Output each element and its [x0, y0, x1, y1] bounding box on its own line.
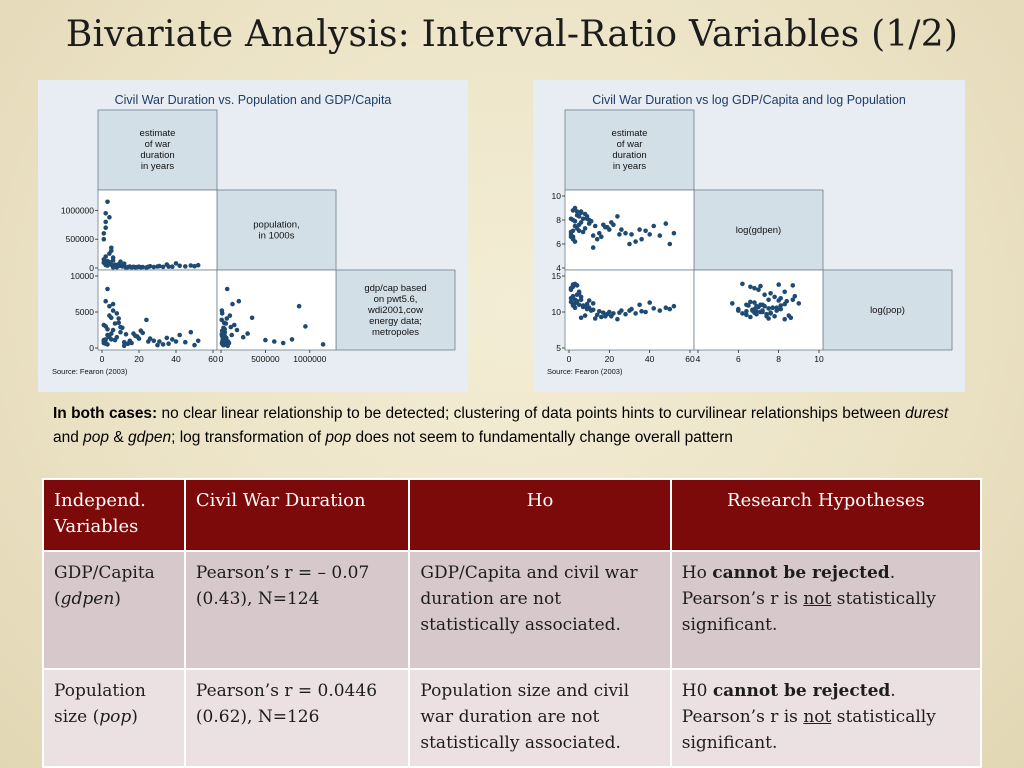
data-point	[581, 230, 586, 235]
data-point	[139, 328, 144, 333]
data-point	[730, 301, 735, 306]
data-point	[177, 333, 182, 338]
x-tick-label: 8	[776, 354, 782, 364]
hyp-not: not	[803, 707, 832, 727]
caption-text-2: and	[53, 429, 84, 446]
data-point	[189, 330, 194, 335]
variable-label-line: of war	[144, 139, 171, 150]
data-point	[791, 298, 796, 303]
data-point	[658, 233, 663, 238]
data-point	[762, 292, 767, 297]
data-point	[768, 291, 773, 296]
x-tick-label: 4	[695, 354, 701, 364]
data-point	[131, 265, 136, 270]
data-point	[225, 287, 230, 292]
variable-label-line: of war	[616, 139, 643, 150]
data-point	[170, 337, 175, 342]
data-point	[229, 333, 234, 338]
y-tick-label: 0	[89, 263, 94, 273]
caption-var-pop-2: pop	[325, 429, 352, 446]
data-point	[587, 218, 592, 223]
data-point	[111, 258, 116, 263]
data-point	[177, 264, 182, 269]
caption-text-5: does not seem to fundamentally change overall pattern	[351, 429, 733, 446]
hyp-end: statistically significant.	[681, 589, 936, 635]
data-point	[122, 344, 127, 349]
data-point	[573, 219, 578, 224]
data-point	[581, 303, 586, 308]
y-tick-label: 5	[556, 343, 561, 353]
data-point	[591, 301, 596, 306]
cell-ho: Population size and civil war duration are not statistically associated.	[409, 669, 670, 767]
hyp-text: . Pearson’s r is	[681, 681, 896, 727]
chart-title: Civil War Duration vs log GDP/Capita and log Population	[592, 93, 906, 107]
data-point	[617, 232, 622, 237]
caption-text-4: ; log transformation of	[171, 429, 326, 446]
data-point	[627, 242, 632, 247]
data-point	[109, 262, 114, 267]
data-point	[664, 221, 669, 226]
data-point	[782, 317, 787, 322]
data-point	[579, 298, 584, 303]
header-civil-war-duration: Civil War Duration	[185, 479, 409, 551]
data-point	[571, 285, 576, 290]
variable-label-line: on pwt5.6,	[373, 294, 418, 305]
data-point	[623, 312, 628, 317]
data-point	[113, 321, 118, 326]
variable-label-line: population,	[253, 219, 300, 231]
hyp-prefix: H0	[681, 681, 713, 701]
x-tick-label: 6	[735, 354, 741, 364]
data-point	[778, 303, 783, 308]
caption-var-pop: pop	[83, 429, 110, 446]
findings-caption	[53, 402, 973, 450]
data-point	[740, 282, 745, 287]
data-point	[766, 298, 771, 303]
data-point	[672, 304, 677, 309]
data-point	[166, 264, 171, 269]
variable-label-line: in years	[140, 161, 175, 172]
data-point	[118, 259, 123, 264]
data-point	[599, 315, 604, 320]
hyp-verdict: cannot be rejected	[712, 563, 890, 583]
variable-label-line: wdi2001,cow	[368, 305, 423, 316]
hyp-verdict: cannot be rejected	[712, 681, 891, 701]
hyp-prefix: Ho	[681, 563, 713, 583]
data-point	[196, 263, 201, 268]
data-point	[583, 313, 588, 318]
data-point	[609, 314, 614, 319]
data-point	[105, 327, 110, 332]
y-tick-label: 5000	[75, 307, 94, 317]
data-point	[290, 337, 295, 342]
data-point	[601, 223, 606, 228]
data-point	[118, 325, 123, 330]
variable-label-line: estimate	[611, 128, 648, 139]
hyp-not: not	[803, 589, 832, 609]
data-point	[157, 339, 162, 344]
data-point	[157, 264, 162, 269]
cell-ho: GDP/Capita and civil war duration are not statistically associated.	[409, 551, 670, 669]
data-point	[139, 265, 144, 270]
data-point	[587, 298, 592, 303]
scatter-cell	[98, 190, 217, 270]
data-point	[237, 299, 242, 304]
data-point	[782, 302, 787, 307]
data-point	[647, 300, 652, 305]
data-point	[639, 237, 644, 242]
variable-label-line: in years	[612, 161, 647, 172]
y-tick-label: 6	[556, 239, 561, 249]
data-point	[109, 337, 114, 342]
data-point	[746, 303, 751, 308]
data-point	[595, 237, 600, 242]
data-point	[593, 224, 598, 229]
x-tick-label: 0	[99, 354, 105, 364]
data-point	[263, 338, 268, 343]
data-point	[569, 296, 574, 301]
y-tick-label: 10000	[70, 271, 94, 281]
x-tick-label: 20	[134, 354, 144, 364]
scatter-matrix-log	[533, 80, 965, 392]
variable-label-line: energy data;	[369, 316, 422, 327]
data-point	[124, 332, 129, 337]
data-point	[605, 312, 610, 317]
data-point	[569, 230, 574, 235]
data-point	[629, 232, 634, 237]
cell-hypothesis	[671, 669, 981, 767]
data-point	[192, 343, 197, 348]
y-tick-label: 10	[551, 307, 561, 317]
data-point	[235, 328, 240, 333]
data-point	[571, 303, 576, 308]
data-point	[107, 215, 112, 220]
data-point	[637, 227, 642, 232]
data-point	[219, 318, 224, 323]
data-point	[118, 330, 123, 335]
x-tick-label: 500000	[251, 354, 280, 364]
x-tick-label: 40	[171, 354, 181, 364]
x-tick-label: 20	[604, 354, 615, 364]
data-point	[744, 309, 749, 314]
caption-var-gdpen: gdpen	[128, 429, 172, 446]
variable-name: Population size (	[54, 681, 146, 727]
data-point	[111, 308, 116, 313]
chart-source: Source: Fearon (2003)	[52, 367, 128, 376]
data-point	[766, 316, 771, 321]
data-point	[144, 318, 149, 323]
data-point	[105, 287, 110, 292]
data-point	[183, 340, 188, 345]
data-point	[643, 310, 648, 315]
variable-code: pop	[99, 707, 132, 727]
variable-label-line: duration	[612, 150, 647, 161]
x-tick-label: 60	[208, 354, 218, 364]
data-point	[303, 324, 308, 329]
data-point	[107, 251, 112, 256]
data-point	[768, 310, 773, 315]
data-point	[736, 307, 741, 312]
variable-code: gdpen	[60, 589, 115, 609]
data-point	[183, 264, 188, 269]
chart-source: Source: Fearon (2003)	[547, 367, 623, 376]
data-point	[748, 285, 753, 290]
data-point	[633, 311, 638, 316]
data-point	[651, 306, 656, 311]
y-tick-label: 10	[551, 191, 561, 201]
hyp-text: . Pearson’s r is	[681, 563, 896, 609]
data-point	[579, 209, 584, 214]
slide-title: Bivariate Analysis: Interval-Ratio Variables (1/2)	[65, 14, 959, 55]
y-tick-label: 15	[551, 271, 561, 281]
data-point	[756, 287, 761, 292]
data-point	[250, 316, 255, 321]
data-point	[575, 283, 580, 288]
data-point	[664, 305, 669, 310]
x-tick-label: 0	[218, 354, 224, 364]
cell-pearson: Pearson’s r = 0.0446 (0.62), N=126	[185, 669, 409, 767]
x-tick-label: 40	[644, 354, 655, 364]
x-tick-label: 60	[685, 354, 695, 364]
data-point	[135, 334, 140, 339]
scatter-cell	[217, 270, 336, 350]
data-point	[223, 330, 228, 335]
data-point	[776, 282, 781, 287]
scatter-matrix-log-svg	[533, 80, 965, 392]
data-point	[321, 342, 326, 347]
data-point	[615, 317, 620, 322]
data-point	[241, 335, 246, 340]
cell-variable	[43, 551, 185, 669]
data-point	[619, 227, 624, 232]
scatter-cell	[694, 270, 823, 350]
data-point	[591, 245, 596, 250]
data-point	[103, 211, 108, 216]
hyp-end: statistically significant.	[681, 707, 936, 753]
data-point	[577, 229, 582, 234]
data-point	[148, 264, 153, 269]
data-point	[245, 331, 250, 336]
table-header-row	[43, 479, 981, 551]
scatter-matrix-raw-svg	[38, 80, 468, 392]
data-point	[589, 308, 594, 313]
data-point	[766, 306, 771, 311]
caption-var-durest: durest	[905, 405, 949, 422]
data-point	[772, 314, 777, 319]
variable-label-line: estimate	[139, 128, 176, 139]
chart-title: Civil War Duration vs. Population and GDP/Capita	[114, 93, 392, 107]
data-point	[111, 302, 116, 307]
data-point	[103, 299, 108, 304]
data-point	[774, 305, 779, 310]
data-point	[161, 342, 166, 347]
data-point	[791, 283, 796, 288]
data-point	[225, 316, 230, 321]
data-point	[224, 321, 229, 326]
data-point	[764, 312, 769, 317]
cell-hypothesis	[671, 551, 981, 669]
data-point	[579, 316, 584, 321]
data-point	[639, 309, 644, 314]
y-tick-label: 1000000	[60, 205, 94, 216]
x-tick-label: 1000000	[293, 354, 327, 364]
data-point	[148, 336, 153, 341]
data-point	[575, 292, 580, 297]
header-research-hypotheses: Research Hypotheses	[671, 479, 981, 551]
data-point	[752, 286, 757, 291]
data-point	[571, 236, 576, 241]
variable-name: GDP/Capita (	[54, 563, 155, 609]
variable-label-line: metropoles	[372, 327, 419, 338]
data-point	[220, 311, 225, 316]
data-point	[189, 263, 194, 268]
data-point	[102, 323, 107, 328]
x-tick-label: 10	[814, 354, 824, 364]
data-point	[748, 315, 753, 320]
data-point	[672, 231, 677, 236]
data-point	[575, 213, 580, 218]
data-point	[658, 308, 663, 313]
table-row	[43, 669, 981, 767]
data-point	[740, 311, 745, 316]
data-point	[782, 290, 787, 295]
data-point	[619, 308, 624, 313]
data-point	[272, 339, 277, 344]
data-point	[103, 225, 108, 230]
table-row	[43, 551, 981, 669]
caption-text-3: &	[109, 429, 128, 446]
data-point	[165, 336, 170, 341]
data-point	[629, 307, 634, 312]
variable-label-line: log(pop)	[870, 305, 905, 316]
variable-label-line: duration	[140, 150, 175, 161]
data-point	[107, 313, 112, 318]
data-point	[129, 341, 134, 346]
results-table	[42, 478, 982, 768]
y-tick-label: 500000	[65, 234, 94, 245]
data-point	[633, 239, 638, 244]
data-point	[591, 233, 596, 238]
data-point	[230, 302, 235, 307]
data-point	[754, 304, 759, 309]
data-point	[569, 217, 574, 222]
y-tick-label: 4	[556, 263, 561, 273]
data-point	[623, 231, 628, 236]
y-tick-label: 8	[556, 215, 561, 225]
variable-paren: )	[114, 589, 121, 609]
scatter-matrix-raw	[38, 80, 468, 392]
data-point	[103, 263, 108, 268]
data-point	[103, 341, 108, 346]
data-point	[571, 208, 576, 213]
data-point	[651, 224, 656, 229]
data-point	[577, 303, 582, 308]
data-point	[647, 232, 652, 237]
data-point	[585, 307, 590, 312]
header-independent-variables: Independ. Variables	[43, 479, 185, 551]
caption-text-1: no clear linear relationship to be detected; clustering of data points hints to curvilinear relationships between	[157, 405, 906, 422]
data-point	[105, 200, 110, 205]
data-point	[643, 229, 648, 234]
data-point	[754, 312, 759, 317]
data-point	[281, 341, 286, 346]
data-point	[196, 339, 201, 344]
data-point	[609, 220, 614, 225]
cell-pearson: Pearson’s r = – 0.07 (0.43), N=124	[185, 551, 409, 669]
data-point	[581, 217, 586, 222]
data-point	[102, 237, 107, 242]
data-point	[131, 331, 136, 336]
cell-variable	[43, 669, 185, 767]
caption-lead: In both cases:	[53, 405, 158, 422]
data-point	[297, 304, 302, 309]
data-point	[605, 225, 610, 230]
data-point	[787, 313, 792, 318]
data-point	[593, 316, 598, 321]
data-point	[776, 298, 781, 303]
variable-label-line: in 1000s	[258, 230, 295, 242]
x-tick-label: 0	[566, 354, 572, 364]
data-point	[116, 316, 121, 321]
data-point	[229, 325, 234, 330]
data-point	[103, 220, 108, 225]
variable-paren: )	[131, 707, 138, 727]
header-ho: Ho	[409, 479, 670, 551]
data-point	[166, 341, 171, 346]
data-point	[637, 303, 642, 308]
data-point	[601, 310, 606, 315]
data-point	[760, 308, 765, 313]
data-point	[615, 214, 620, 219]
variable-label-line: gdp/cap based	[364, 283, 427, 294]
data-point	[770, 305, 775, 310]
data-point	[797, 301, 802, 306]
data-point	[668, 307, 673, 312]
y-tick-label: 0	[89, 343, 94, 353]
variable-label-line: log(gdpen)	[735, 225, 782, 236]
data-point	[758, 303, 763, 308]
data-point	[102, 231, 107, 236]
data-point	[224, 337, 229, 342]
data-point	[772, 295, 777, 300]
data-point	[599, 235, 604, 240]
data-point	[102, 257, 107, 262]
data-point	[115, 311, 120, 316]
data-point	[668, 242, 673, 247]
